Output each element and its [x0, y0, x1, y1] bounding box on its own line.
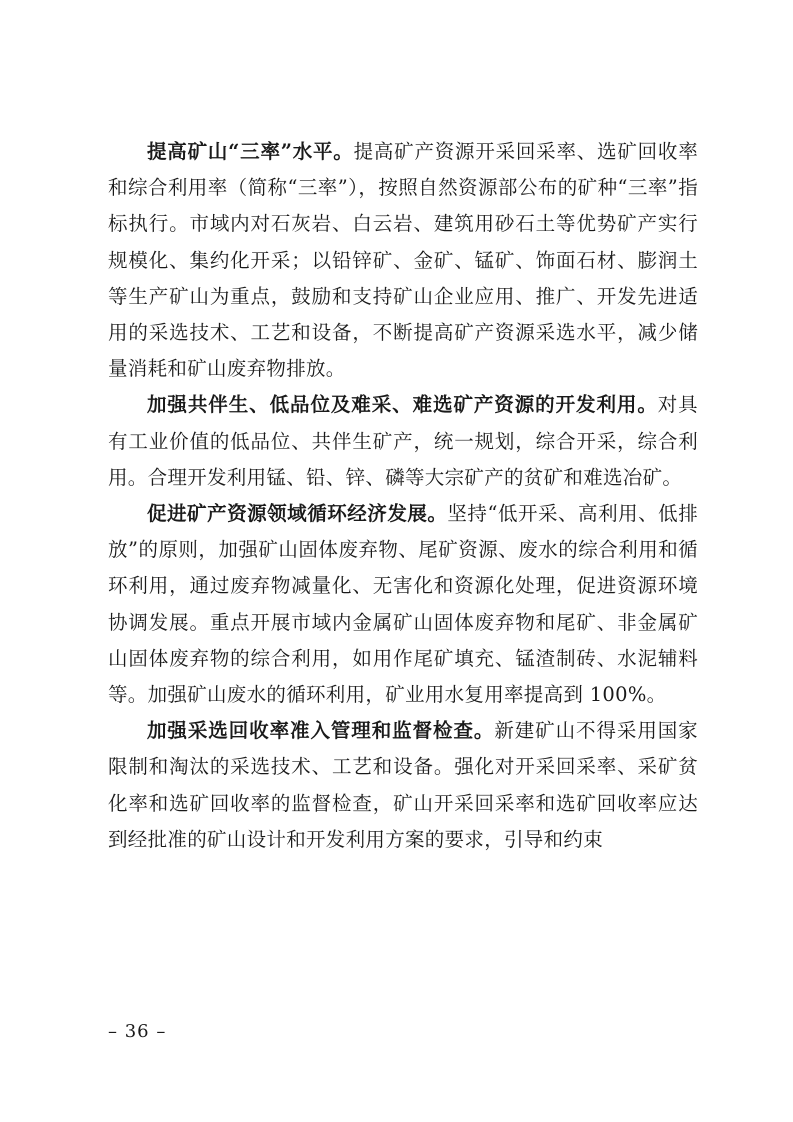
paragraph-text: 对具有工业价值的低品位、共伴生矿产，统一规划，综合开采，综合利用。合理开发利用锰、铅、锌、磷等大宗矿产的贫矿和难选冶矿。: [108, 393, 698, 489]
document-body: [108, 134, 698, 858]
paragraph-circular-economy: [108, 496, 698, 713]
page-number: – 36 –: [108, 1021, 167, 1042]
paragraph-lead: 加强采选回收率准入管理和监督检查。: [147, 719, 495, 743]
paragraph-text: 提高矿产资源开采回采率、选矿回收率和综合利用率（简称“三率”），按照自然资源部公布的矿种“三率”指标执行。市域内对石灰岩、白云岩、建筑用砂石土等优势矿产实行规模化、集约化开采；以铅锌矿、金矿、锰矿、饰面石材、膨润土等生产矿山为重点，鼓励和支持矿山企业应用、推广、开发先进适用的采选技术、工艺和设备，不断提高矿产资源采选水平，减少储量消耗和矿山废弃物排放。: [108, 140, 698, 381]
paragraph-raise-three-rates: [108, 134, 698, 387]
paragraph-lead: 加强共伴生、低品位及难采、难选矿产资源的开发利用。: [147, 393, 658, 417]
paragraph-lead: 提高矿山“三率”水平。: [147, 140, 354, 163]
paragraph-recovery-supervision: [108, 713, 698, 858]
paragraph-associated-minerals: [108, 387, 698, 496]
paragraph-text: 新建矿山不得采用国家限制和淘汰的采选技术、工艺和设备。强化对开采回采率、采矿贫化率和选矿回收率的监督检查，矿山开采回采率和选矿回收率应达到经批准的矿山设计和开发利用方案的要求，引导和约束: [108, 719, 698, 851]
paragraph-text: 坚持“低开采、高利用、低排放”的原则，加强矿山固体废弃物、尾矿资源、废水的综合利用和循环利用，通过废弃物减量化、无害化和资源化处理，促进资源环境协调发展。重点开展市域内金属矿山固体废弃物和尾矿、非金属矿山固体废弃物的综合利用，如用作尾矿填充、锰渣制砖、水泥辅料等。加强矿山废水的循环利用，矿业用水复用率提高到 100%。: [108, 502, 698, 707]
paragraph-lead: 促进矿产资源领域循环经济发展。: [147, 502, 448, 526]
